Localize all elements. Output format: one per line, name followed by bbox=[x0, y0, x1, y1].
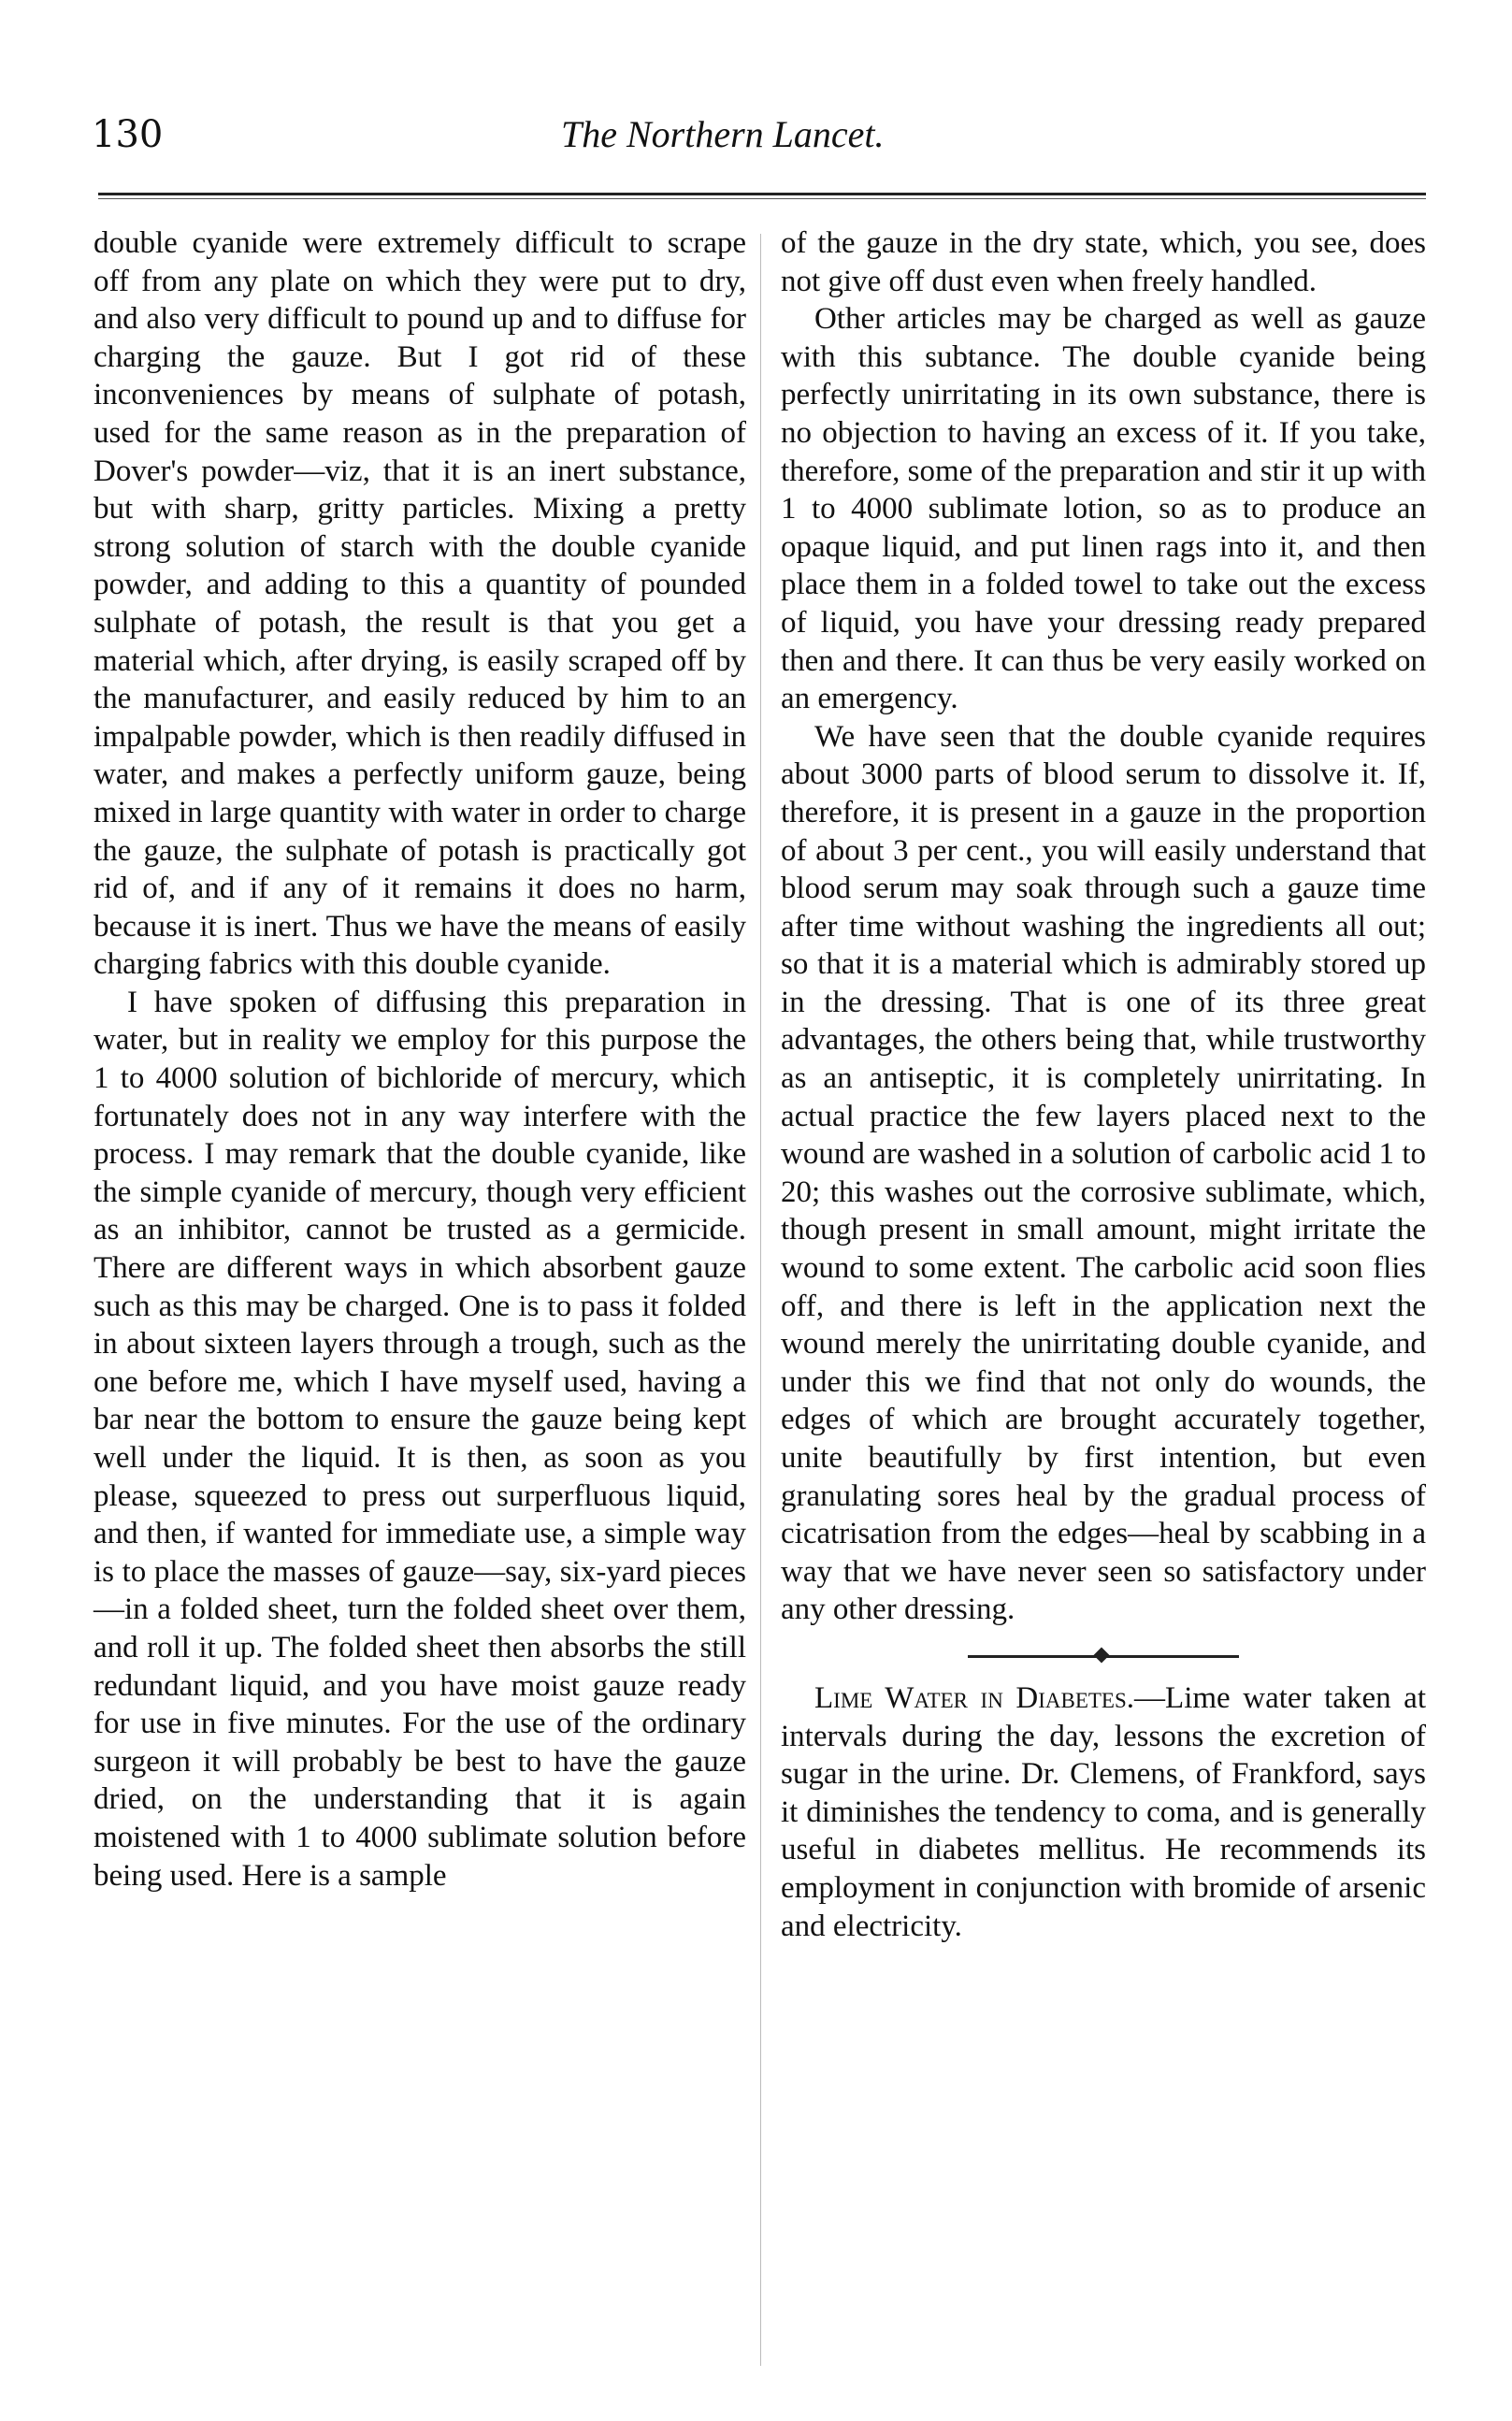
paragraph: double cyanide were extremely difficult to scrape off from any plate on which they were put to dry, and also very difficult to pound up and to diffuse for charging the gauze. But I got rid of these inconveniences by means of sulphate of potash, used for the same reason as in the preparation of Dover's powder—viz, that it is an inert substance, but with sharp, gritty particles. Mixing a pretty strong solution of starch with the double cyanide powder, and adding to this a quantity of pounded sulphate of potash, the result is that you get a material which, after drying, is easily scraped off by the manufacturer, and easily reduced by him to an impalpable powder, which is then readily diffused in water, and makes a perfectly uniform gauze, being mixed in large quantity with water in order to charge the gauze, the sulphate of potash is practically got rid of, and if any of it remains it does no harm, because it is inert. Thus we have the means of easily charging fabrics with this double cyanide. bbox=[94, 226, 746, 982]
paragraph: I have spoken of diffusing this preparation in water, but in reality we employ for this purpose the 1 to 4000 solution of bichloride of mercury, which fortunately does not in any way interfere with the process. I may remark that the double cyanide, like the simple cyanide of mercury, though very efficient as an inhibitor, cannot be trusted as a germicide. There are different ways in which absorbent gauze such as this may be charged. One is to pass it folded in about sixteen layers through a trough, such as the one before me, which I have myself used, having a bar near the bottom to ensure the gauze being kept well under the liquid. It is then, as soon as you please, squeezed to press out surperfluous liquid, and then, if wanted for immediate use, a simple way is to place the masses of gauze—say, six-yard pieces—in a folded sheet, turn the folded sheet over them, and roll it up. The folded sheet then absorbs the still redundant liquid, and you have moist gauze ready for use in five minutes. For the use of the ordinary surgeon it will probably be best to have the gauze dried, on the understanding that it is again moistened with 1 to 4000 sublimate solution before being used. Here is a sample bbox=[94, 985, 746, 1893]
running-head: The Northern Lancet. bbox=[561, 113, 885, 155]
paragraph: Other articles may be charged as well as gauze with this subtance. The double cyanide being perfectly unirritating in its own substance, there is no objection to having an excess of it. If you take, therefore, some of the preparation and stir it up with 1 to 4000 sublimate lotion, so as to produce an opaque liquid, and put linen rags into it, and then place them in a folded towel to take out the excess of liquid, you have your dressing ready prepared then and there. It can thus be very easily worked on an emergency. bbox=[781, 302, 1426, 716]
header-rule bbox=[98, 193, 1426, 195]
right-column bbox=[781, 224, 1426, 1945]
column-divider bbox=[760, 234, 761, 2366]
ornament-diamond bbox=[1094, 1647, 1110, 1663]
article-heading: Lime Water in Diabetes. bbox=[814, 1680, 1135, 1715]
article-paragraph bbox=[781, 1679, 1426, 1945]
section-ornament bbox=[781, 1650, 1426, 1663]
left-column bbox=[94, 224, 746, 1895]
page-number: 130 bbox=[92, 113, 164, 156]
paragraph: of the gauze in the dry state, which, you see, does not give off dust even when freely handled. bbox=[781, 226, 1426, 298]
article-body: —Lime water taken at intervals during the day, lessons the excretion of sugar in the urine. Dr. Clemens, of Frankford, says it diminishes the tendency to coma, and is generally useful in diabetes mellitus. He recommends its employment in conjunction with bromide of arsenic and electricity. bbox=[781, 1680, 1426, 1943]
paragraph: We have seen that the double cyanide requires about 3000 parts of blood serum to dissolve it. If, therefore, it is present in a gauze in the proportion of about 3 per cent., you will easily understand that blood serum may soak through such a gauze time after time without washing the ingredients all out; so that it is a material which is admirably stored up in the dressing. That is one of its three great advantages, the others being that, while trustworthy as an antiseptic, it is completely unirritating. In actual practice the few layers placed next to the wound are washed in a solution of carbolic acid 1 to 20; this washes out the corrosive sublimate, which, though present in small amount, might irritate the wound to some extent. The carbolic acid soon flies off, and there is left in the application next the wound merely the unirritating double cyanide, and under this we find that not only do wounds, the edges of which are brought accurately together, unite beautifully by first intention, but even granulating sores heal by the gradual process of cicatrisation from the edges—heal by scabbing in a way that we have never seen so satisfactory under any other dressing. bbox=[781, 719, 1426, 1627]
header-rule-thin bbox=[98, 198, 1426, 199]
